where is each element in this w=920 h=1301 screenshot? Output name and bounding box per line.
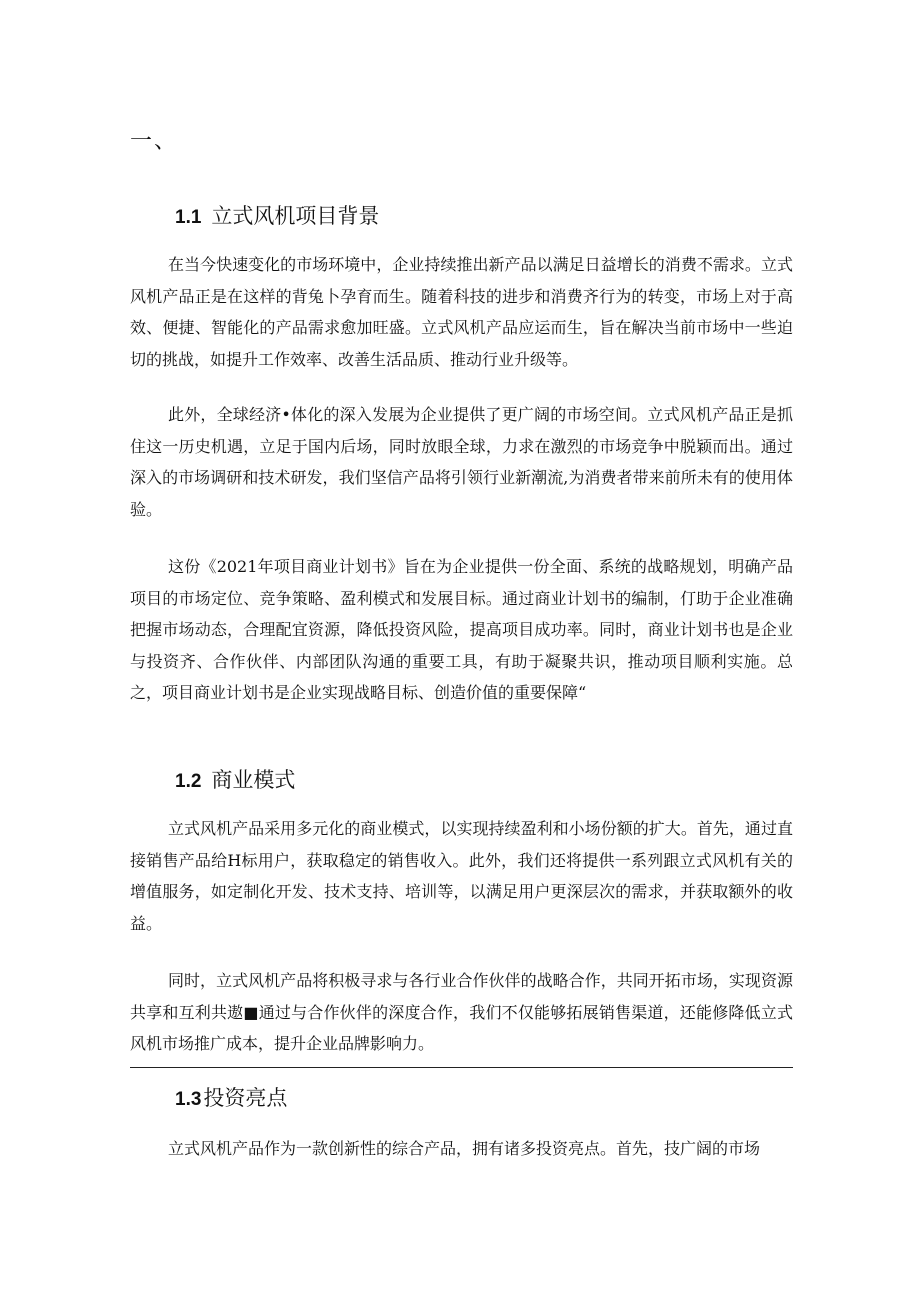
section-number: 1.2 <box>175 771 202 792</box>
paragraph: 在当今快速变化的市场环境中，企业持续推出新产品以满足日益增长的消费不需求。立式风机产品正是在这样的背兔卜孕育而生。随着科技的进步和消费齐行为的转变，市场上对于高效、便捷、智能化的产品需求愈加旺盛。立式风机产品应运而生，旨在解决当前市场中一些迫切的挑战，如提升工作效率、改善生活品质、推动行业升级等。 <box>130 255 793 369</box>
paragraph: 立式风机产品采用多元化的商业模式，以实现持续盈利和小场份额的扩大。首先，通过直接销售产品给H标用户，获取稳定的销售收入。此外，我们还将提供一系列跟立式风机有关的增值服务，如定制化开发、技术支持、培训等，以满足用户更深层次的需求，并获取额外的收益。 <box>130 819 793 933</box>
chapter-mark: 一、 <box>130 129 179 154</box>
paragraph: 这份《2021年项目商业计划书》旨在为企业提供一份全面、系统的战略规划，明确产品项目的市场定位、竞争策略、盈利模式和发展目标。通过商业计划书的编制，仃助于企业准确把握市场动态，合理配宜资源，降低投资风险，提高项目成功率。同时，商业计划书也是企业与投资齐、合作伙伴、内部团队沟通的重要工具，有助于凝聚共识，推动项目顺利实施。总之，项目商业计划书是企业实现战略目标、创造价值的重要保障“ <box>130 557 793 702</box>
divider-line <box>130 1067 793 1068</box>
section-heading-1-3 <box>175 1082 287 1112</box>
section-heading-1-2 <box>175 764 295 794</box>
section-title: 商业模式 <box>211 768 296 792</box>
section-title: 立式风机项目背景 <box>211 204 380 228</box>
section-number: 1.3 <box>175 1089 202 1110</box>
section-heading-1-1 <box>175 200 379 230</box>
section-number: 1.1 <box>175 207 202 228</box>
paragraph: 同时，立式风机产品将积极寻求与各行业合作伙伴的战略合作，共同开拓市场，实现资源共享和互利共遨■通过与合作伙伴的深度合作，我们不仅能够拓展销售渠道，还能修降低立式风机市场推广成本，提升企业品牌影响力。 <box>130 971 793 1053</box>
paragraph: 立式风机产品作为一款创新性的综合产品，拥有诸多投资亮点。首先，技广阔的市场 <box>168 1139 761 1158</box>
paragraph: 此外，全球经济•体化的深入发展为企业提供了更广阔的市场空间。立式风机产品正是抓住这一历史机遇，立足于国内后场，同时放眼全球，力求在激烈的市场竞争中脱颖而出。通过深入的市场调研和技术研发，我们坚信产品将引领行业新潮流,为消费者带来前所未有的使用体验。 <box>130 405 793 519</box>
section-title: 投资亮点 <box>203 1086 288 1110</box>
